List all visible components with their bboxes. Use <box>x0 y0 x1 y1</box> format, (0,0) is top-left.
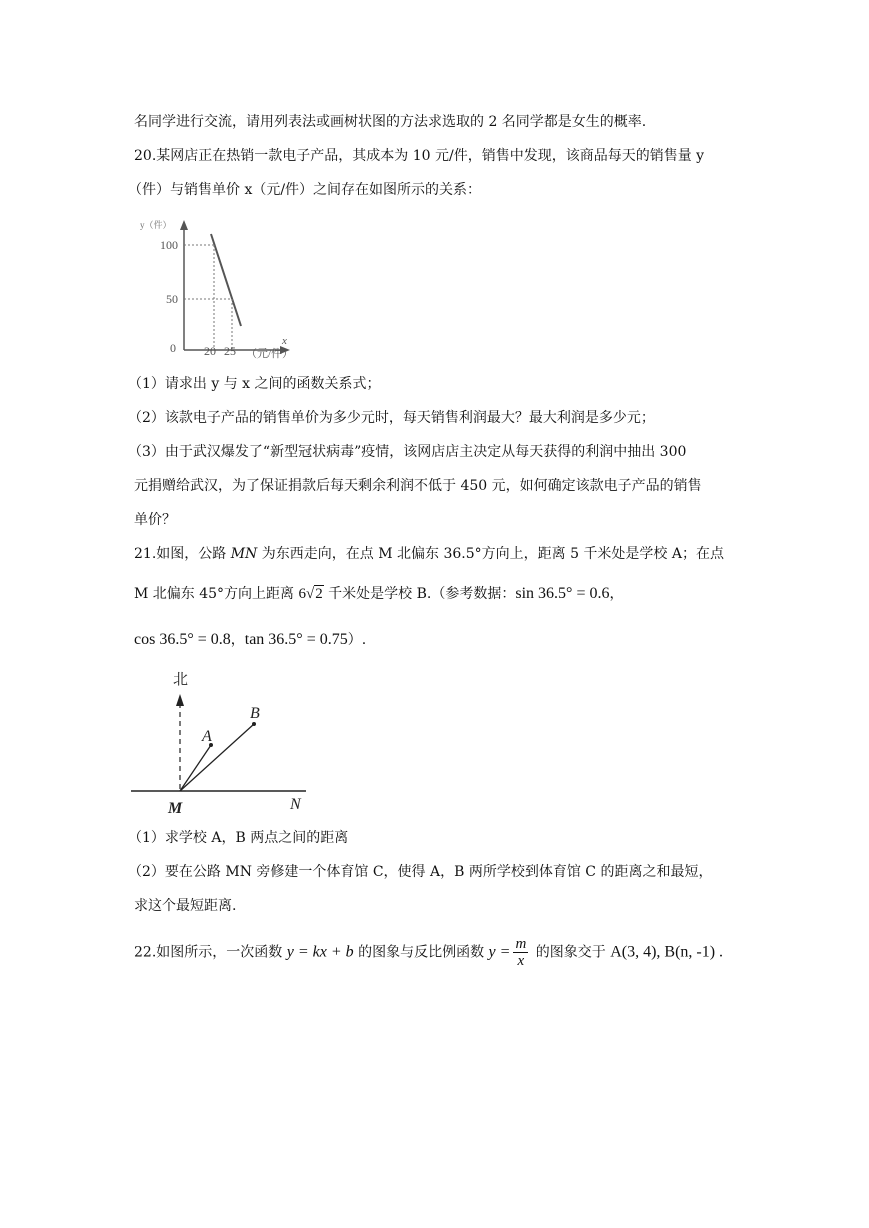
q22-text-b: 的图象与反比例函数 <box>353 944 489 961</box>
q21-line1-a: 21.如图，公路 <box>134 546 231 562</box>
q20-demand-line <box>211 234 241 326</box>
q21-label-n: N <box>290 796 301 813</box>
q20-origin-label: 0 <box>170 341 176 355</box>
q21-line2-b: 千米处是学校 B.（参考数据： <box>323 586 516 602</box>
q20-part3-line1: （3）由于武汉爆发了“新型冠状病毒”疫情，该网店店主决定从每天获得的利润中抽出 300 <box>128 444 687 460</box>
q21-six-root-two: 6√2 <box>298 586 323 602</box>
q21-road-mn: MN <box>230 546 258 562</box>
q21-bearing-figure <box>128 664 318 824</box>
q21-line3-sep: ， <box>230 632 245 648</box>
q21-cos-value: cos 36.5° = 0.8 <box>134 631 231 648</box>
q20-x-tick-25: 25 <box>224 344 236 358</box>
q19-tail-text: 名同学进行交流，请用列表法或画树状图的方法求选取的 2 名同学都是女生的概率. <box>134 114 647 130</box>
q21-line1 <box>134 544 724 564</box>
q20-sales-graph <box>134 212 324 372</box>
q21-line1-b: 为东西走向，在点 M 北偏东 36.5°方向上，距离 5 千米处是学校 A；在点 <box>257 546 724 562</box>
q21-line2 <box>134 584 623 604</box>
q22-fraction-numerator: m <box>515 936 527 952</box>
q21-line2-c: ， <box>609 586 624 602</box>
q21-north-arrow <box>176 694 184 706</box>
q20-part2: （2）该款电子产品的销售单价为多少元时，每天销售利润最大？最大利润是多少元； <box>128 410 655 426</box>
q21-tan-value: tan 36.5° = 0.75 <box>244 631 348 648</box>
q21-line3 <box>134 630 366 650</box>
q22-inverse-fraction <box>513 936 528 969</box>
q21-line2-a: M 北偏东 45°方向上距离 <box>134 586 299 602</box>
q20-y-tick-50: 50 <box>166 292 178 306</box>
q22-intersection-points: A(3, 4), B(n, -1) . <box>610 943 724 961</box>
q20-y-axis-arrow <box>180 220 188 230</box>
q21-coef-six: 6 <box>298 586 306 602</box>
q20-stem-line2: （件）与销售单价 x（元/件）之间存在如图所示的关系： <box>128 182 482 198</box>
q20-x-tick-20: 20 <box>204 344 216 358</box>
q20-x-unit-label: （元/件） <box>246 348 294 360</box>
q20-y-tick-100: 100 <box>160 238 178 252</box>
q22-fraction-denominator: x <box>517 953 525 969</box>
q22-text-a: 22.如图所示，一次函数 <box>134 944 287 961</box>
q21-point-b-dot <box>252 722 256 726</box>
q22-inverse-lhs: y = <box>488 943 511 961</box>
q21-part2-line2: 求这个最短距离. <box>134 898 237 914</box>
q22-stem <box>134 936 723 969</box>
q21-segment-mb <box>180 724 254 791</box>
q21-label-m: M <box>168 800 183 817</box>
q21-part2-line1: （2）要在公路 MN 旁修建一个体育馆 C，使得 A，B 两所学校到体育馆 C 的距离之和最短， <box>128 864 713 880</box>
q21-part1: （1）求学校 A，B 两点之间的距离 <box>128 830 349 846</box>
q20-part1: （1）请求出 y 与 x 之间的函数关系式； <box>128 376 381 392</box>
q22-text-c: 的图象交于 <box>531 944 611 961</box>
q20-y-axis-label: y（件） <box>140 220 172 230</box>
q21-label-b: B <box>250 705 260 722</box>
q20-stem-line1: 20.某网店正在热销一款电子产品，其成本为 10 元/件，销售中发现，该商品每天的销售量 y <box>134 148 705 164</box>
q20-x-axis-label: x <box>282 335 287 347</box>
q21-radicand: 2 <box>315 586 323 602</box>
q20-part3-line3: 单价？ <box>134 512 176 528</box>
q21-north-label: 北 <box>173 672 189 688</box>
q20-part3-line2: 元捐赠给武汉，为了保证捐款后每天剩余利润不低于 450 元，如何确定该款电子产品的销售 <box>134 478 702 494</box>
q21-line3-end: ）. <box>347 632 367 648</box>
q21-sin-value: sin 36.5° = 0.6 <box>515 585 610 602</box>
q22-linear-function: y = kx + b <box>286 943 354 961</box>
q21-label-a: A <box>202 728 212 745</box>
